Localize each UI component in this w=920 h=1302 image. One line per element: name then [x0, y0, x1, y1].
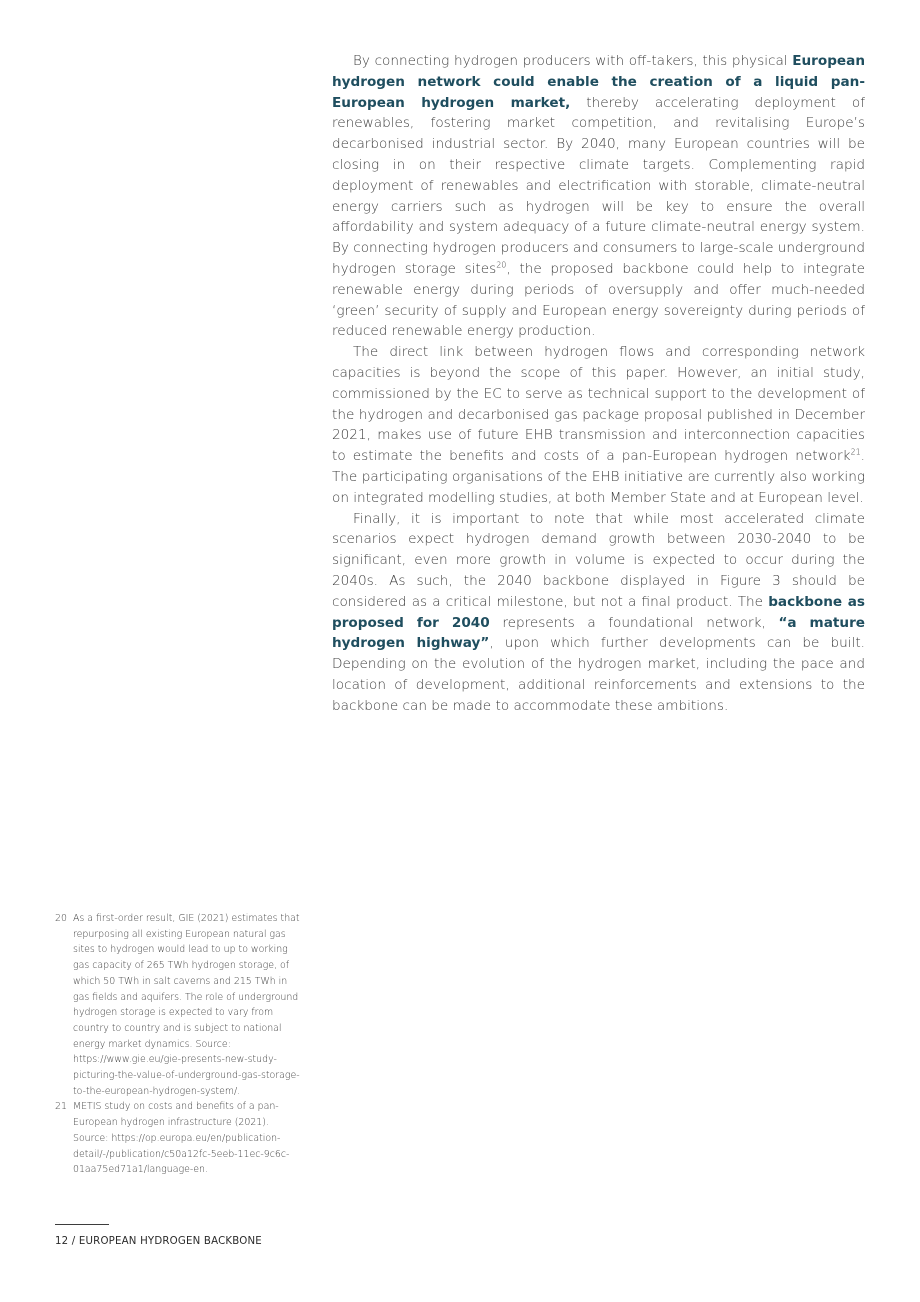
paragraph-text: , the proposed backbone could help to integrate renewable energy during periods of oversupply and offer much-needed ‘green’ security of supply and European energy sovereignty during periods of reduced renewable energy production.	[332, 260, 866, 340]
footer-divider	[55, 1224, 109, 1225]
paragraph-2040-backbone	[332, 509, 865, 717]
paragraph-text: thereby accelerating deployment of renewables, fostering market competition, and revitalising Europe’s decarbonised industrial sector. By 2040, many European countries will be closing in on their respective climate targets. Complementing rapid deployment of renewables and electrification with storable, climate-neutral energy carriers such as hydrogen will be key to ensure the overall affordability and system adequacy of a future climate-neutral energy system. By connecting hydrogen producers and consumers to large-scale underground hydrogen storage sites	[332, 94, 865, 277]
footnote-text: METIS study on costs and benefits of a pan-European hydrogen infrastructure (2021). Source: https://op.europa.eu/en/publication-detail/-/publication/c50a12fc-5eeb-11ec-9c6c-01aa75ed71a1/language-en.	[73, 1101, 290, 1176]
highlight-text: “a mature hydrogen highway”	[332, 614, 865, 652]
footnote-reference[interactable]: 20	[496, 260, 507, 270]
highlight-text: European hydrogen network could enable the creation of a liquid pan-European hydrogen market,	[332, 53, 865, 111]
main-body-text	[332, 51, 865, 717]
footnote-number: 21	[55, 1101, 67, 1113]
paragraph-network-capacities	[332, 342, 865, 508]
footnote-text: As a first-order result, GIE (2021) estimates that repurposing all existing European natural gas sites to hydrogen would lead to up to working gas capacity of 265 TWh hydrogen storage, of which 50 TWh in salt caverns and 215 TWh in gas fields and aquifers. The role of underground hydrogen storage is expected to vary from country to country and is subject to national energy market dynamics. Source: https://www.gie.eu/gie-presents-new-study-picturing-the-value-of-underground-gas-storage-to-the-european-hydrogen-system/.	[73, 913, 300, 1097]
paragraph-text: The direct link between hydrogen flows and corresponding network capacities is beyond the scope of this paper. However, an initial study, commissioned by the EC to serve as technical support to the development of the hydrogen and decarbonised gas package proposal published in December 2021, makes use of future EHB transmission and interconnection capacities to estimate the benefits and costs of a pan-European hydrogen network	[332, 344, 865, 465]
paragraph-network-market	[332, 51, 865, 342]
footnote-item	[55, 1099, 305, 1178]
footnote-number: 20	[55, 913, 67, 924]
page-footer: 12 / EUROPEAN HYDROGEN BACKBONE	[55, 1236, 262, 1247]
highlight-text: backbone as proposed for 2040	[332, 593, 865, 631]
paragraph-text: By connecting hydrogen producers with off-takers, this physical	[353, 53, 793, 69]
footnote-item	[55, 911, 305, 1099]
footnotes	[55, 911, 305, 1178]
footnote-reference[interactable]: 21	[850, 447, 861, 457]
paragraph-text: , upon which further developments can be built. Depending on the evolution of the hydrogen market, including the pace and location of development, additional reinforcements and extensions to the backbone can be made to accommodate these ambitions.	[332, 635, 865, 714]
paragraph-text: Finally, it is important to note that while most accelerated climate scenarios expect hydrogen demand growth between 2030-2040 to be significant, even more growth in volume is expected to occur during the 2040s. As such, the 2040 backbone displayed in Figure 3 should be considered as a critical milestone, but not a final product. The	[332, 510, 865, 610]
paragraph-text: represents a foundational network,	[489, 614, 779, 631]
paragraph-text: . The participating organisations of the EHB initiative are currently also working on integrated modelling studies, at both Member State and at European level.	[332, 448, 865, 506]
